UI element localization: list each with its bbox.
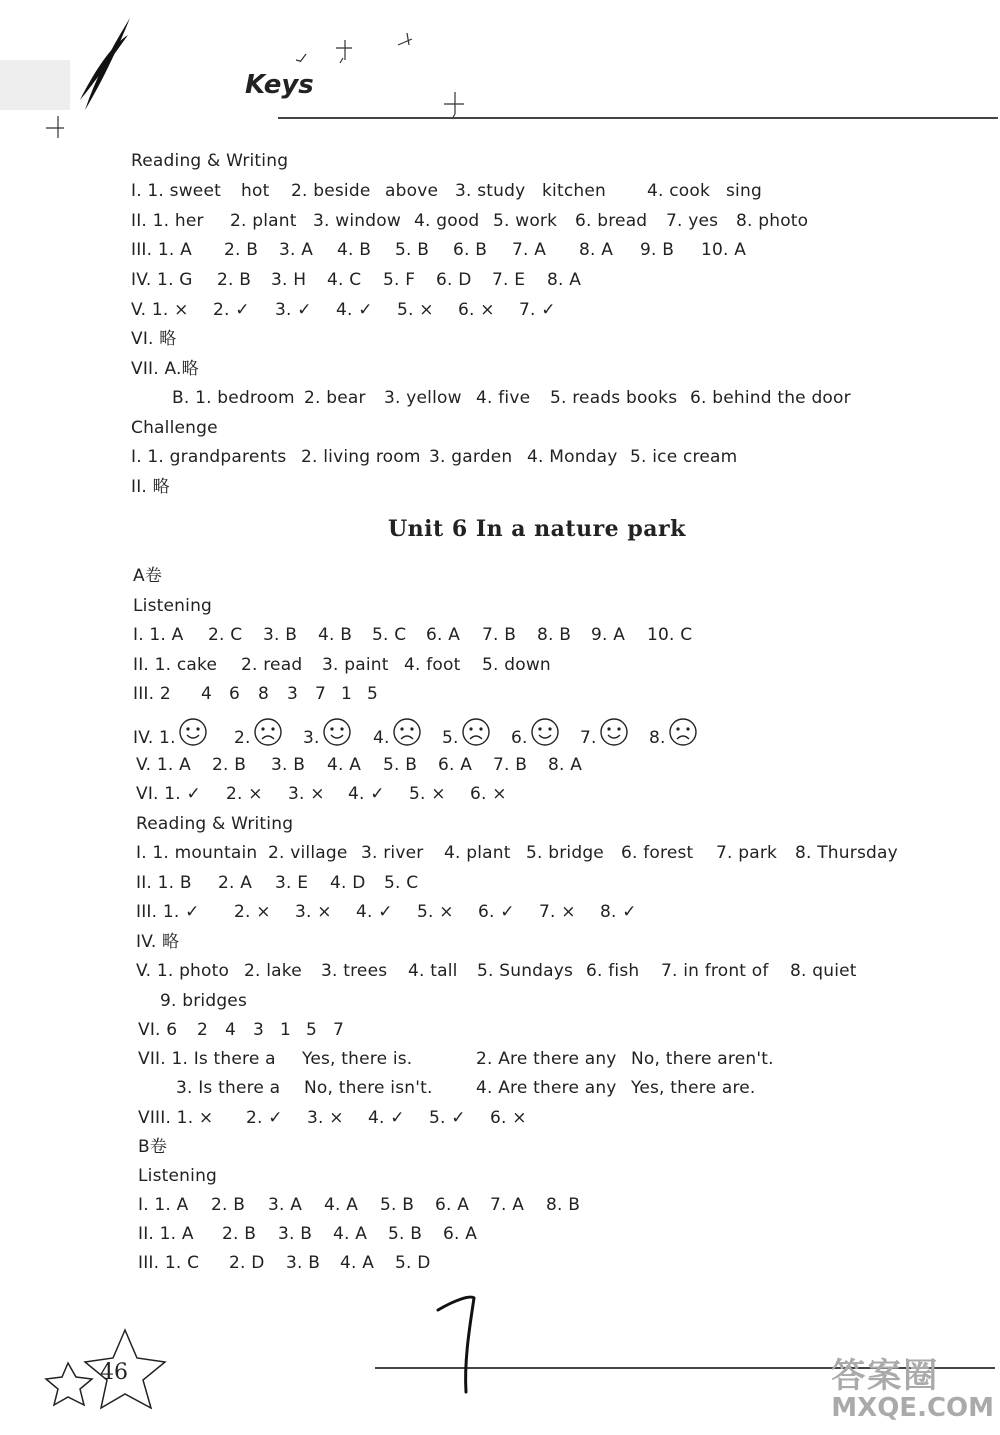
smiley-face-icon [599, 717, 629, 747]
answer-line-r7a: VII. 1. Is there a Yes, there is. 2. Are there any No, there aren't. [138, 1049, 774, 1069]
answer-line-rw2: II. 1. her 2. plant 3. window 4. good 5. work 6. bread 7. yes 8. photo [131, 211, 809, 231]
face-answer: 5. [442, 723, 491, 753]
listening-heading: Listening [133, 596, 213, 616]
header-swoosh-decoration [0, 0, 480, 150]
answer-line-l6: VI. 1. ✓ 2. × 3. × 4. ✓ 5. × 6. × [136, 784, 507, 804]
answer-line-l1: I. 1. A 2. C 3. B 4. B 5. C 6. A 7. B 8. B 9. A 10. C [133, 625, 693, 645]
face-answer: 8. [649, 723, 698, 753]
answer-line-b1: I. 1. A 2. B 3. A 4. A 5. B 6. A 7. A 8. B [138, 1195, 581, 1215]
answer-line-rw7a: VII. A.略 [131, 359, 199, 379]
face-answer: 3. [303, 723, 352, 753]
answer-line-b3: III. 1. C 2. D 3. B 4. A 5. D [138, 1253, 431, 1273]
answer-line-rw1: I. 1. sweet hot 2. beside above 3. study kitchen 4. cook sing [131, 181, 762, 201]
answer-line-l3: III. 2 4 6 8 3 7 1 5 [133, 684, 379, 704]
answer-line-r2: II. 1. B 2. A 3. E 4. D 5. C [136, 873, 419, 893]
answer-line-l2: II. 1. cake 2. read 3. paint 4. foot 5. down [133, 655, 551, 675]
a-paper-label: A卷 [133, 566, 163, 586]
page-number: 46 [100, 1360, 128, 1385]
answer-line-r7b: 3. Is there a No, there isn't. 4. Are there any Yes, there are. [176, 1078, 756, 1098]
face-answer: 2. [234, 723, 283, 753]
face-answer: 6. [511, 723, 560, 753]
answer-line-r8: VIII. 1. × 2. ✓ 3. × 4. ✓ 5. ✓ 6. × [138, 1108, 527, 1128]
answer-line-r5b: 9. bridges [160, 991, 248, 1011]
unit-title: Unit 6 In a nature park [388, 516, 686, 542]
watermark: 答案圈 MXQE.COM [831, 1356, 994, 1423]
smiley-face-icon [322, 717, 352, 747]
header-rule [278, 117, 998, 119]
answer-line-c2: II. 略 [131, 477, 170, 497]
b-paper-label: B卷 [138, 1137, 168, 1157]
face-answer: 7. [580, 723, 629, 753]
answer-line-r3: III. 1. ✓ 2. × 3. × 4. ✓ 5. × 6. ✓ 7. × 8. ✓ [136, 902, 637, 922]
answer-line-rw7b: B. 1. bedroom 2. bear 3. yellow 4. five 5. reads books 6. behind the door [172, 388, 851, 408]
answer-line-rw3: III. 1. A 2. B 3. A 4. B 5. B 6. B 7. A 8. A 9. B 10. A [131, 240, 747, 260]
answer-line-rw6: VI. 略 [131, 329, 177, 349]
answer-line-rw4: IV. 1. G 2. B 3. H 4. C 5. F 6. D 7. E 8. A [131, 270, 582, 290]
answer-line-r4: IV. 略 [136, 932, 180, 952]
sad-face-icon [461, 717, 491, 747]
handwritten-mark-decoration [430, 1290, 490, 1400]
answer-line-r6: VI. 6 2 4 3 1 5 7 [138, 1020, 345, 1040]
section-heading: Reading & Writing [131, 151, 289, 171]
smiley-face-icon [178, 717, 208, 747]
answer-line-c1: I. 1. grandparents 2. living room 3. garden 4. Monday 5. ice cream [131, 447, 738, 467]
answer-line-rw5: V. 1. × 2. ✓ 3. ✓ 4. ✓ 5. × 6. × 7. ✓ [131, 300, 556, 320]
header-title: Keys [245, 70, 314, 100]
reading-writing-heading: Reading & Writing [136, 814, 294, 834]
smiley-face-icon [530, 717, 560, 747]
challenge-heading: Challenge [131, 418, 218, 438]
answer-line-l5: V. 1. A 2. B 3. B 4. A 5. B 6. A 7. B 8. A [136, 755, 583, 775]
b-listening-heading: Listening [138, 1166, 218, 1186]
sad-face-icon [392, 717, 422, 747]
face-answer: 4. [373, 723, 422, 753]
sad-face-icon [253, 717, 283, 747]
answer-line-r1: I. 1. mountain 2. village 3. river 4. plant 5. bridge 6. forest 7. park 8. Thursday [136, 843, 898, 863]
answer-line-r5: V. 1. photo 2. lake 3. trees 4. tall 5. Sundays 6. fish 7. in front of 8. quiet [136, 961, 857, 981]
answer-line-b2: II. 1. A 2. B 3. B 4. A 5. B 6. A [138, 1224, 478, 1244]
face-answer: IV. 1. [133, 723, 208, 753]
sad-face-icon [668, 717, 698, 747]
